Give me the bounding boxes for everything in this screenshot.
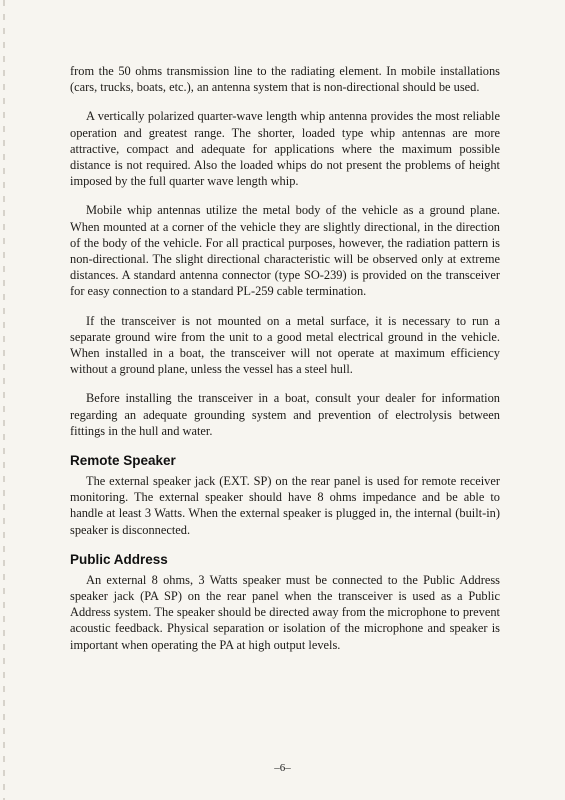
paragraph-public-address: An external 8 ohms, 3 Watts speaker must be connected to the Public Address speaker jack (PA SP) on the rear panel when the transceiver is used as a Public Address system. The speaker should be directed away from the microphone to prevent acoustic feedback. Physical separation or isolation of the microphone and speaker is important when operating the PA at high output levels. [70,572,500,652]
paragraph-remote-speaker: The external speaker jack (EXT. SP) on the rear panel is used for remote receiver monitoring. The external speaker should have 8 ohms impedance and be able to handle at least 3 Watts. When the external speaker is plugged in, the internal (built-in) speaker is disconnected. [70,474,500,537]
binding-edge-marks [3,0,5,800]
heading-remote-speaker: Remote Speaker [70,453,176,469]
paragraph-ground-plane: Mobile whip antennas utilize the metal body of the vehicle as a ground plane. When mounted at a corner of the vehicle they are slightly directional, in the direction of the body of the vehicle. For all practical purposes, however, the radiation pattern is non-directional. The slight directional characteristic will be observed only at extreme distances. A standard antenna connector (type SO-239) is provided on the transceiver for easy connection to a standard PL-259 cable termination. [70,203,500,299]
heading-public-address: Public Address [70,551,168,567]
paragraph-ground-wire: If the transceiver is not mounted on a metal surface, it is necessary to run a separate ground wire from the unit to a good metal electrical ground in the vehicle. When installed in a boat, the transceiver will not operate at maximum efficiency without a ground plane, unless the vessel has a steel hull. [70,313,500,377]
paragraph-whip-antenna: A vertically polarized quarter-wave length whip antenna provides the most reliable operation and greatest range. The shorter, loaded type whip antennas are more attractive, compact and adequate for applications where the maximum possible distance is not required. Also the loaded whips do not present the problems of height imposed by the full quarter wave length whip. [70,109,500,189]
paragraph-boat-install: Before installing the transceiver in a boat, consult your dealer for information regarding an adequate grounding system and prevention of electrolysis between fittings in the hull and water. [70,391,500,438]
page-body [70,63,500,666]
paragraph-antenna-intro: from the 50 ohms transmission line to the radiating element. In mobile installations (cars, trucks, boats, etc.), an antenna system that is non-directional should be used. [70,64,500,95]
page-number: –6– [274,762,291,774]
